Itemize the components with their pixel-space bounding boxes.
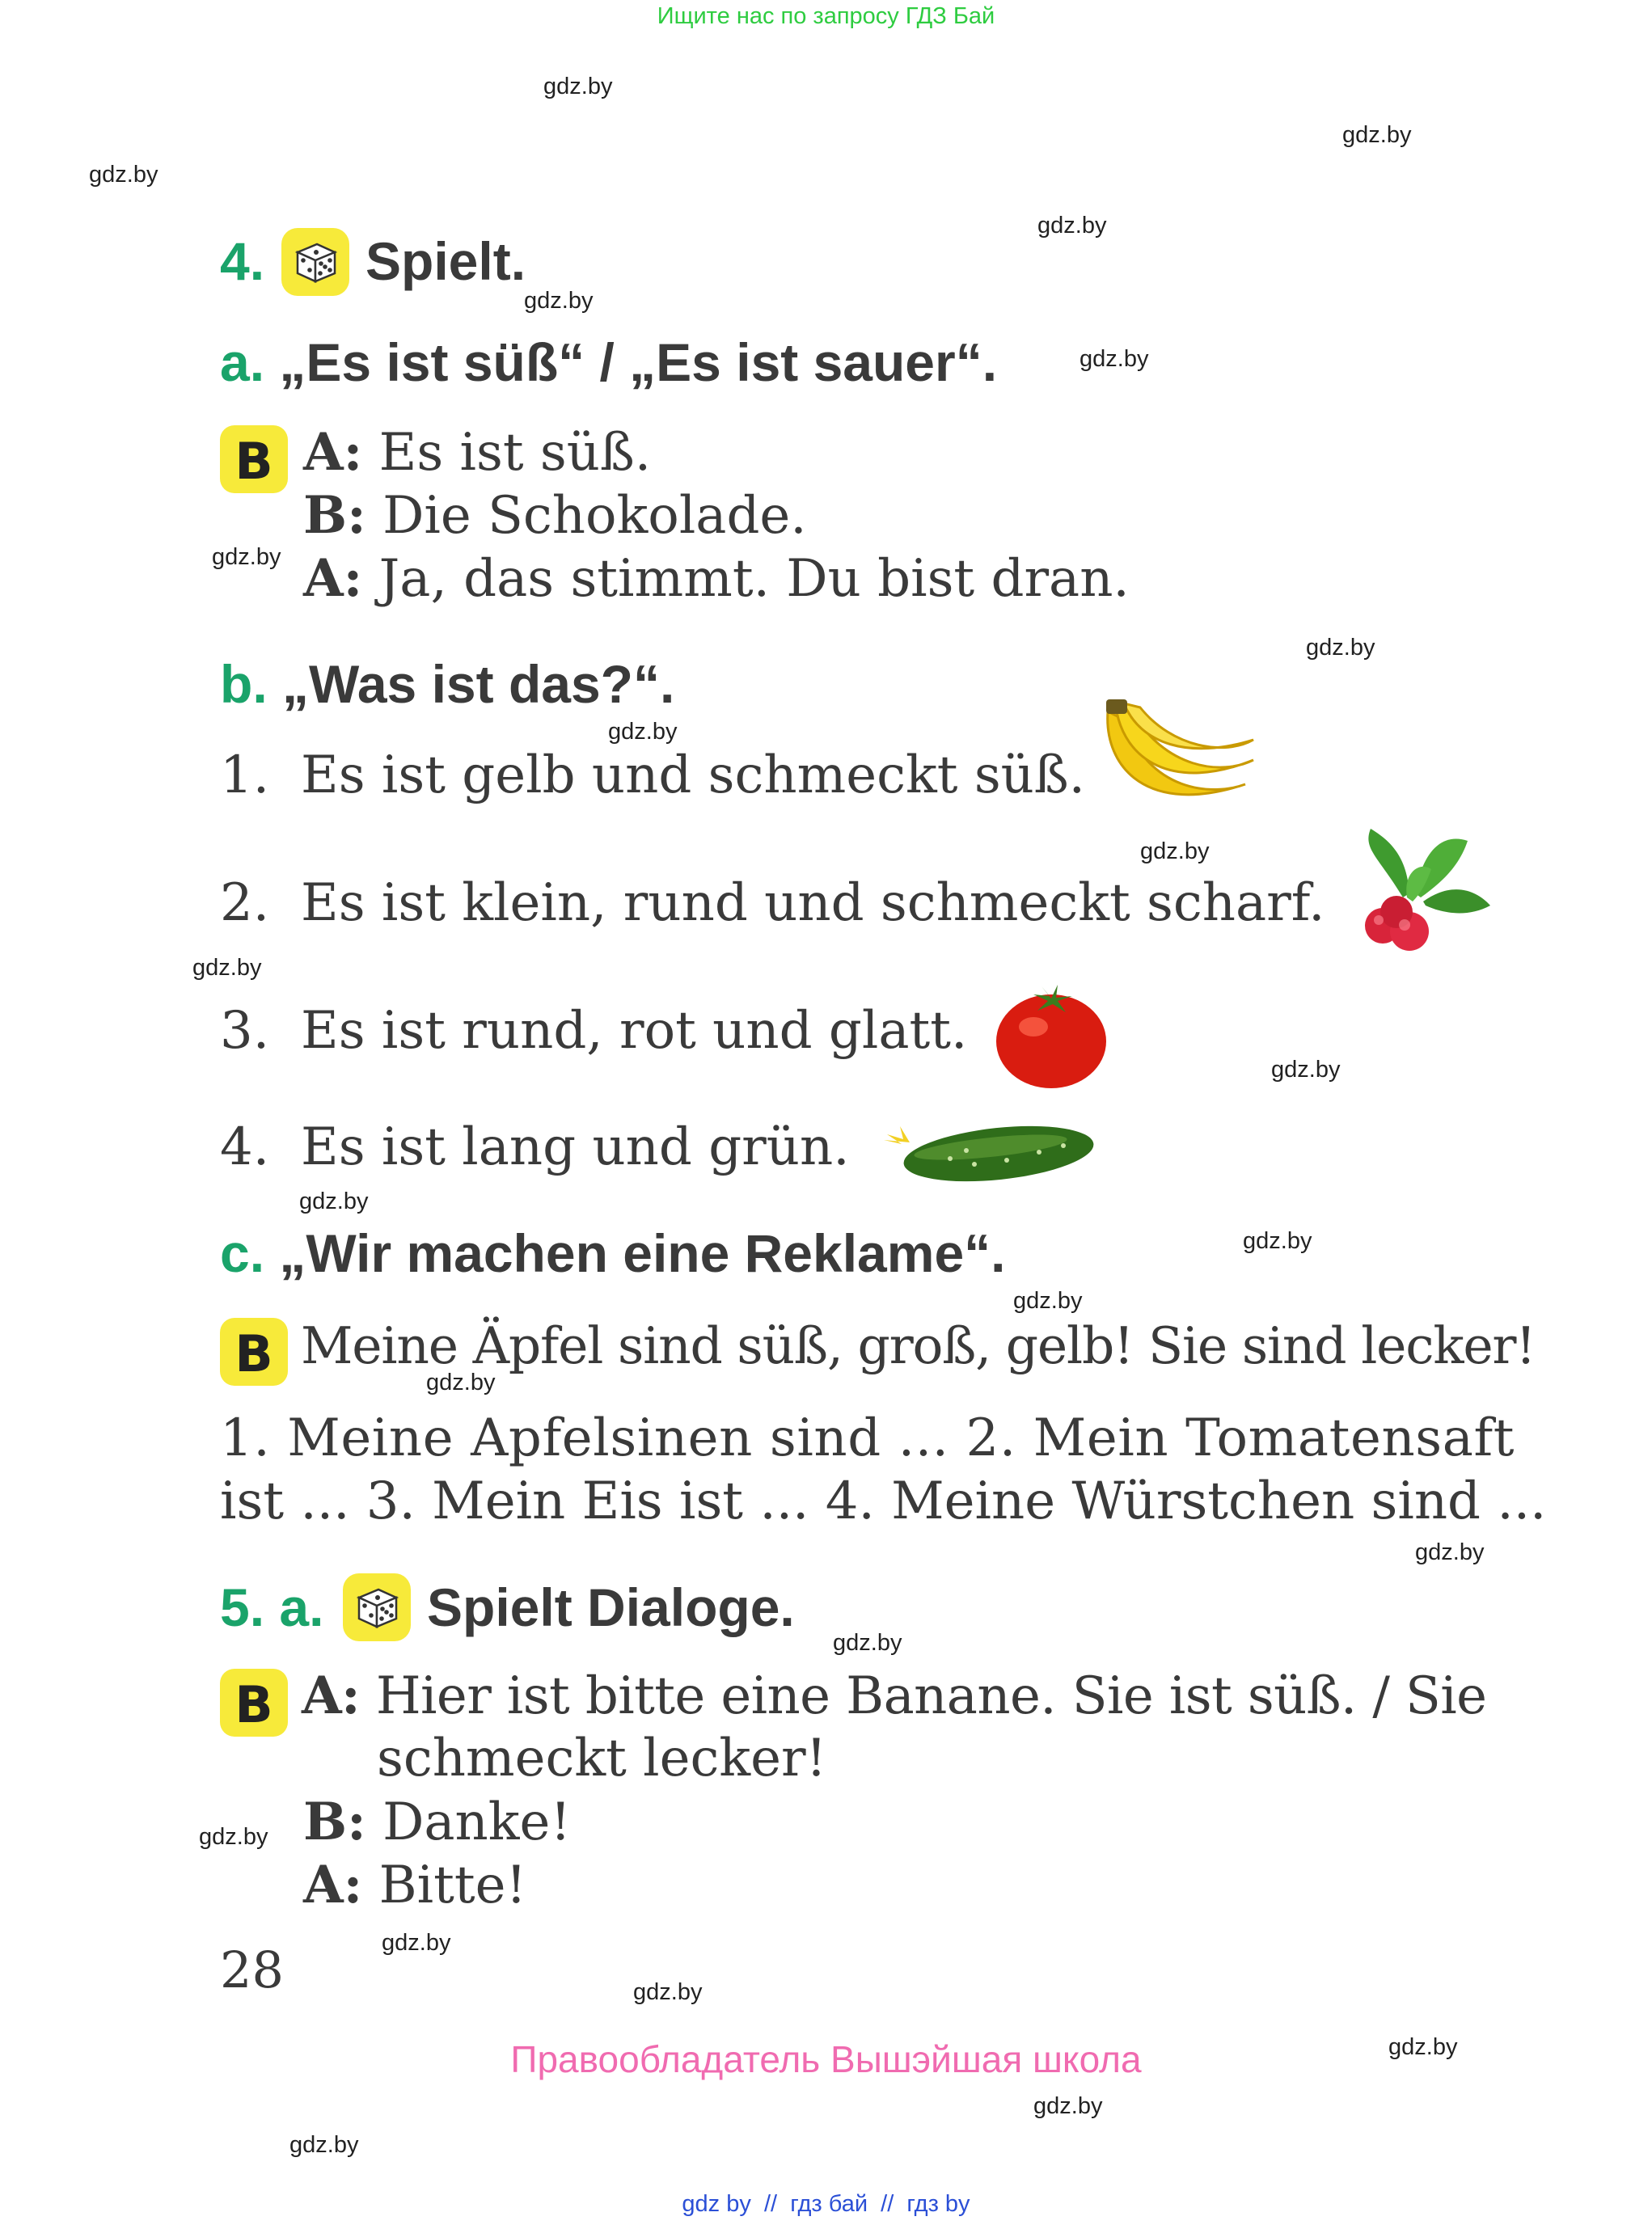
prompt-line-1: 1. Meine Apfelsinen sind ... 2. Mein Tomatensaft [220, 1408, 1515, 1468]
task5-title: Spielt Dialoge. [427, 1577, 795, 1637]
subtask-letter: c. [220, 1223, 265, 1283]
task4a-heading [220, 331, 997, 393]
watermark: gdz.by [1013, 1288, 1083, 1314]
watermark: gdz.by [192, 955, 262, 981]
subtask-title: „Es ist süß“ / „Es ist sauer“. [279, 332, 998, 392]
tomato-image [993, 978, 1110, 1091]
watermark: gdz.by [1080, 346, 1149, 372]
example-sentence: Meine Äpfel sind süß, groß, gelb! Sie sind lecker! [301, 1316, 1536, 1375]
task-number: 5. a. [220, 1577, 324, 1637]
dialog-line [303, 1855, 526, 1915]
task-number: 4. [220, 231, 265, 291]
riddle-number: 3. [220, 1001, 270, 1061]
utterance: schmeckt lecker! [377, 1729, 827, 1788]
watermark: gdz.by [1415, 1539, 1485, 1565]
dice-icon [343, 1573, 411, 1641]
utterance: Die Schokolade. [365, 486, 807, 546]
riddle-text: Es ist rund, rot und glatt. [301, 1001, 968, 1061]
dialog-line [303, 422, 651, 483]
speaker: A: [302, 1666, 361, 1726]
task4b-heading [220, 653, 674, 715]
task4-title: Spielt. [365, 231, 526, 291]
watermark: gdz.by [608, 719, 678, 745]
watermark: gdz.by [1033, 2093, 1103, 2119]
subtask-letter: b. [220, 654, 268, 714]
riddle-4 [220, 1117, 850, 1177]
watermark: gdz.by [382, 1930, 451, 1956]
task4c-heading [220, 1222, 1005, 1284]
riddle-3 [220, 1001, 967, 1061]
dialog-line [303, 1792, 571, 1852]
speaker: A: [303, 548, 363, 609]
watermark: gdz.by [1243, 1228, 1312, 1254]
speaker: B: [303, 1792, 366, 1852]
riddle-number: 1. [220, 745, 270, 805]
riddle-number: 4. [220, 1117, 270, 1177]
dialog-line [302, 1666, 1486, 1726]
watermark: gdz.by [212, 544, 281, 570]
utterance: Hier ist bitte eine Banane. Sie ist süß. / Sie [360, 1666, 1487, 1726]
speaker: A: [303, 422, 363, 483]
speaker: B: [303, 485, 366, 546]
dialog-line [303, 548, 1130, 609]
b-badge-icon [220, 1318, 288, 1386]
watermark: gdz.by [1037, 213, 1107, 239]
watermark: gdz.by [289, 2132, 359, 2158]
svg-text:B: B [234, 432, 273, 491]
watermark: gdz.by [833, 1630, 902, 1656]
dialog-line [377, 1729, 826, 1788]
watermark: gdz.by [543, 74, 613, 99]
utterance: Es ist süß. [362, 423, 652, 483]
utterance: Bitte! [362, 1856, 527, 1915]
b-badge-icon [220, 425, 288, 493]
subtask-title: „Wir machen eine Reklame“. [279, 1223, 1006, 1283]
page-number: 28 [220, 1940, 284, 1999]
cucumber-image [877, 1120, 1096, 1188]
dice-icon [281, 228, 349, 296]
riddle-number: 2. [220, 873, 270, 933]
top-banner: Ищите нас по запросу ГДЗ Бай [657, 3, 995, 29]
riddle-text: Es ist klein, rund und schmeckt scharf. [301, 873, 1325, 933]
radish-image [1346, 825, 1492, 958]
watermark: gdz.by [199, 1824, 268, 1850]
watermark: gdz.by [524, 288, 594, 314]
subtask-title: „Was ist das?“. [282, 654, 675, 714]
watermark: gdz.by [1388, 2034, 1458, 2060]
watermark: gdz.by [299, 1188, 369, 1214]
bottom-links[interactable]: gdz by // гдз бай // гдз by [682, 2191, 970, 2217]
subtask-letter: a. [220, 332, 265, 392]
speaker: A: [303, 1855, 363, 1915]
riddle-text: Es ist gelb und schmeckt süß. [301, 745, 1085, 805]
task5-heading [220, 1577, 323, 1638]
watermark: gdz.by [633, 1979, 703, 2005]
svg-text:B: B [234, 1324, 273, 1383]
watermark: gdz.by [1342, 122, 1412, 148]
watermark: gdz.by [89, 162, 158, 188]
task4-heading [220, 230, 264, 292]
watermark: gdz.by [426, 1370, 496, 1395]
riddle-2 [220, 873, 1325, 933]
watermark: gdz.by [1306, 635, 1375, 661]
dialog-line [303, 485, 807, 546]
banana-image [1092, 695, 1261, 825]
riddle-text: Es ist lang und grün. [301, 1117, 850, 1177]
riddle-1 [220, 745, 1085, 805]
svg-text:B: B [234, 1675, 273, 1734]
utterance: Ja, das stimmt. Du bist dran. [362, 549, 1130, 609]
copyright-notice: Правообладатель Вышэйшая школа [510, 2038, 1142, 2080]
b-badge-icon [220, 1669, 288, 1737]
watermark: gdz.by [1271, 1057, 1341, 1083]
prompt-line-2: ist ... 3. Mein Eis ist ... 4. Meine Würstchen sind ... [220, 1471, 1547, 1531]
watermark: gdz.by [1140, 838, 1210, 864]
utterance: Danke! [365, 1792, 572, 1852]
